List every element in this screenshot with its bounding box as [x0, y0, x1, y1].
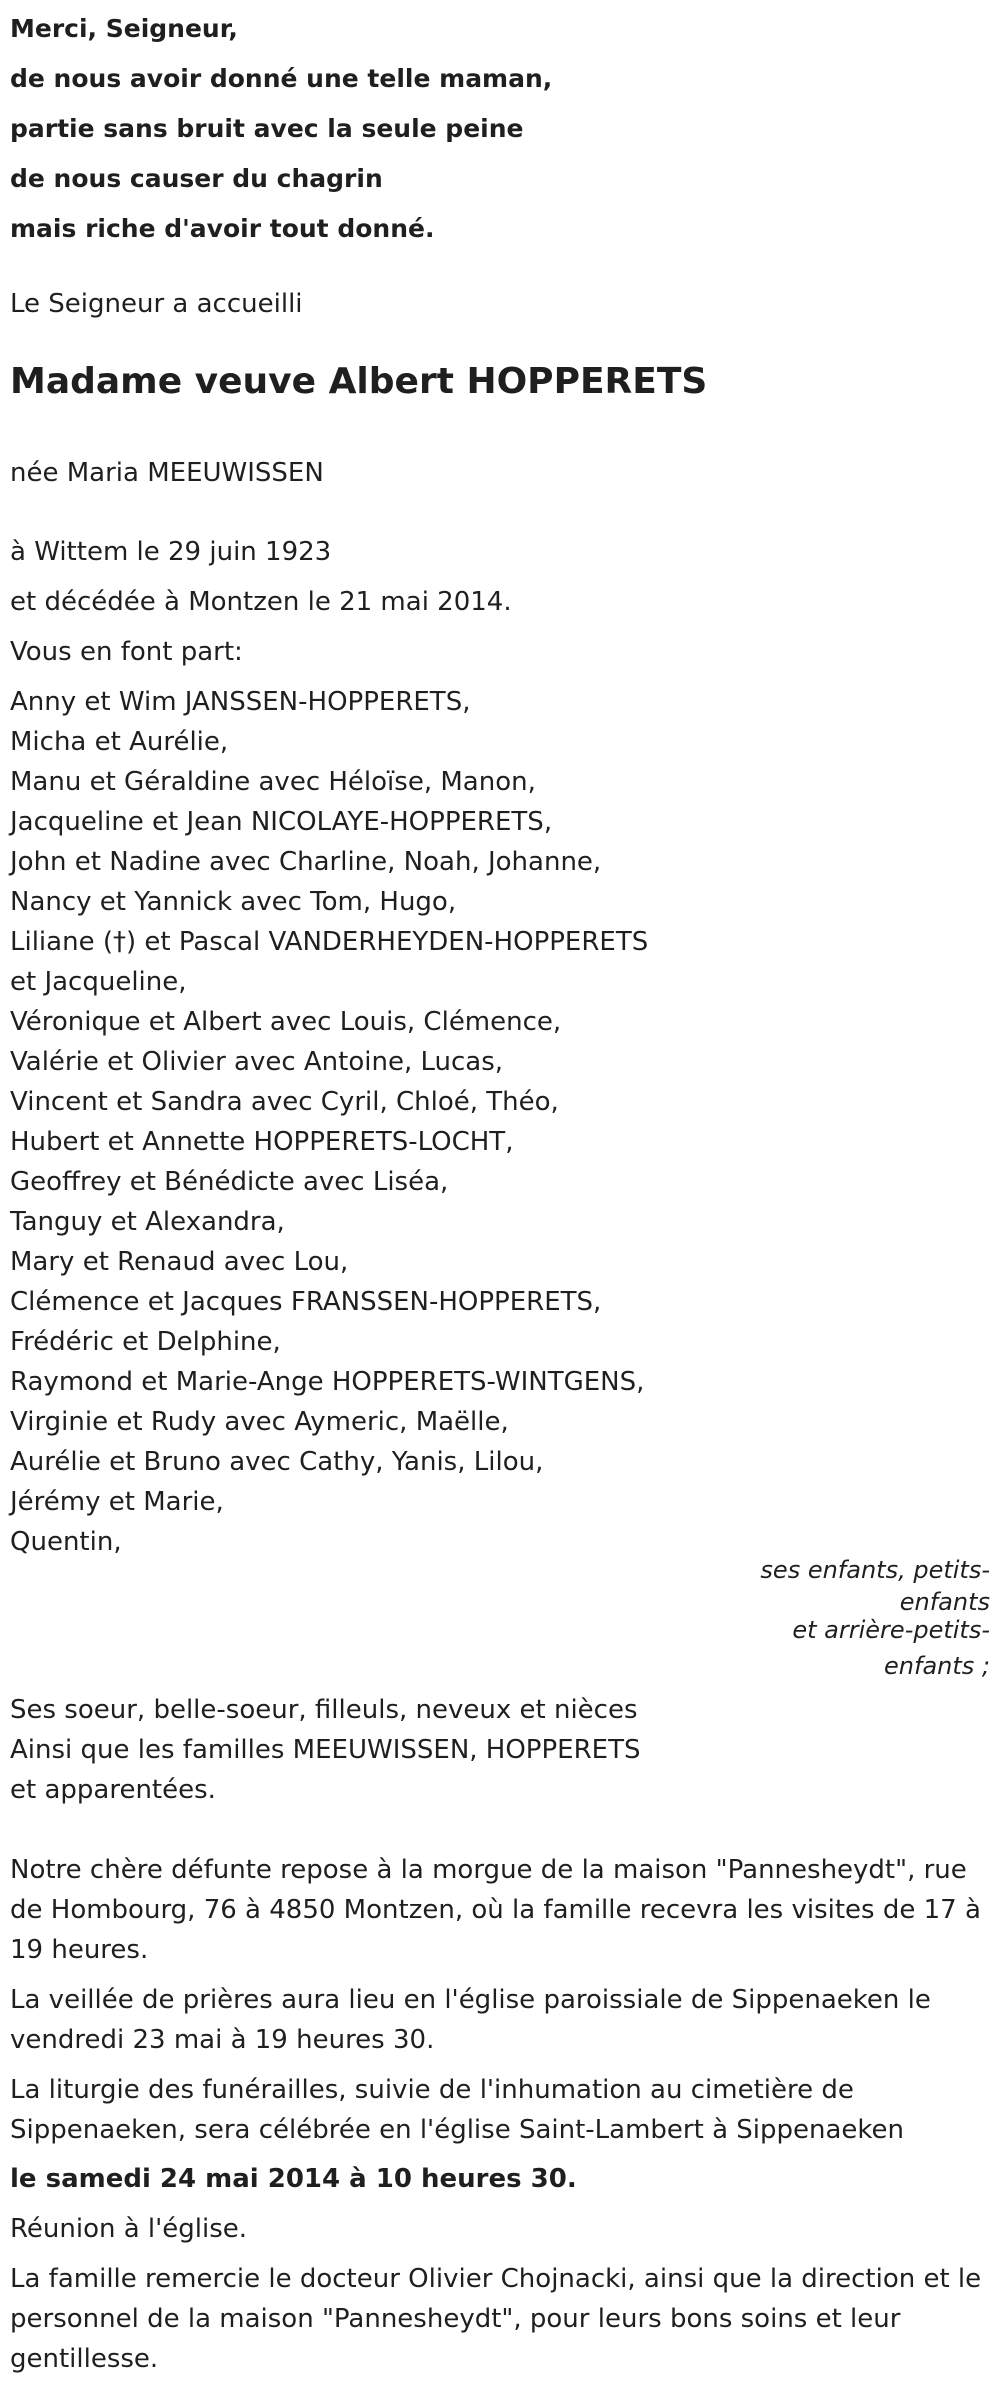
list-item: Jacqueline et Jean NICOLAYE-HOPPERETS, — [10, 807, 553, 837]
relation-line: enfants — [899, 1588, 990, 1616]
list-item: Jérémy et Marie, — [10, 1487, 224, 1517]
list-item: Véronique et Albert avec Louis, Clémence, — [10, 1007, 562, 1037]
list-item: Manu et Géraldine avec Héloïse, Manon, — [10, 767, 536, 797]
meeting-info: Réunion à l'église. — [10, 2214, 248, 2244]
list-item: Nancy et Yannick avec Tom, Hugo, — [10, 887, 457, 917]
rest-info: Notre chère défunte repose à la morgue de la maison "Pannesheydt", rue de Hombourg, 76 à 4850 Montzen, où la famille recevra les visites de 17 à 19 heures. — [10, 1855, 981, 1965]
list-item: Frédéric et Delphine, — [10, 1327, 281, 1357]
list-item: Clémence et Jacques FRANSSEN-HOPPERETS, — [10, 1287, 602, 1317]
vigil-info: La veillée de prières aura lieu en l'église paroissiale de Sippenaeken le vendredi 23 mai à 19 heures 30. — [10, 1985, 931, 2055]
birth-info: à Wittem le 29 juin 1923 — [10, 537, 332, 567]
others-line: Ainsi que les familles MEEUWISSEN, HOPPERETS — [10, 1735, 641, 1765]
list-item: Liliane (†) et Pascal VANDERHEYDEN-HOPPERETS — [10, 927, 649, 957]
funeral-date: le samedi 24 mai 2014 à 10 heures 30. — [10, 2164, 577, 2194]
poem-line: de nous avoir donné une telle maman, — [10, 64, 553, 93]
list-item: Quentin, — [10, 1527, 122, 1557]
funeral-info: La liturgie des funérailles, suivie de l'inhumation au cimetière de Sippenaeken, sera célébrée en l'église Saint-Lambert à Sippenaeken — [10, 2075, 905, 2145]
poem-line: de nous causer du chagrin — [10, 164, 383, 193]
relation-line: et arrière-petits- — [792, 1616, 990, 1644]
list-item: Valérie et Olivier avec Antoine, Lucas, — [10, 1047, 504, 1077]
list-item: Aurélie et Bruno avec Cathy, Yanis, Lilou, — [10, 1447, 544, 1477]
family-list — [10, 682, 648, 1562]
relation-line: ses enfants, petits- — [760, 1556, 990, 1584]
intro-text: Le Seigneur a accueilli — [10, 289, 303, 319]
list-item: John et Nadine avec Charline, Noah, Johanne, — [10, 847, 602, 877]
others-line: et apparentées. — [10, 1775, 216, 1805]
announce-text: Vous en font part: — [10, 637, 243, 667]
poem-line: partie sans bruit avec la seule peine — [10, 114, 524, 143]
list-item: et Jacqueline, — [10, 967, 187, 997]
list-item: Geoffrey et Bénédicte avec Liséa, — [10, 1167, 449, 1197]
list-item: Micha et Aurélie, — [10, 727, 229, 757]
list-item: Raymond et Marie-Ange HOPPERETS-WINTGENS, — [10, 1367, 645, 1397]
poem-line: Merci, Seigneur, — [10, 14, 238, 43]
deceased-name: Madame veuve Albert HOPPERETS — [10, 361, 708, 402]
list-item: Mary et Renaud avec Lou, — [10, 1247, 349, 1277]
poem — [10, 4, 552, 254]
list-item: Anny et Wim JANSSEN-HOPPERETS, — [10, 687, 471, 717]
born-name: née Maria MEEUWISSEN — [10, 458, 324, 488]
relation-line: enfants ; — [884, 1652, 990, 1680]
list-item: Virginie et Rudy avec Aymeric, Maëlle, — [10, 1407, 509, 1437]
others-line: Ses soeur, belle-soeur, filleuls, neveux et nièces — [10, 1695, 638, 1725]
list-item: Hubert et Annette HOPPERETS-LOCHT, — [10, 1127, 514, 1157]
poem-line: mais riche d'avoir tout donné. — [10, 214, 435, 243]
list-item: Vincent et Sandra avec Cyril, Chloé, Théo, — [10, 1087, 559, 1117]
list-item: Tanguy et Alexandra, — [10, 1207, 285, 1237]
thanks-text: La famille remercie le docteur Olivier Chojnacki, ainsi que la direction et le personnel de la maison "Pannesheydt", pour leurs bons soins et leur gentillesse. — [10, 2264, 982, 2374]
death-info: et décédée à Montzen le 21 mai 2014. — [10, 587, 512, 617]
